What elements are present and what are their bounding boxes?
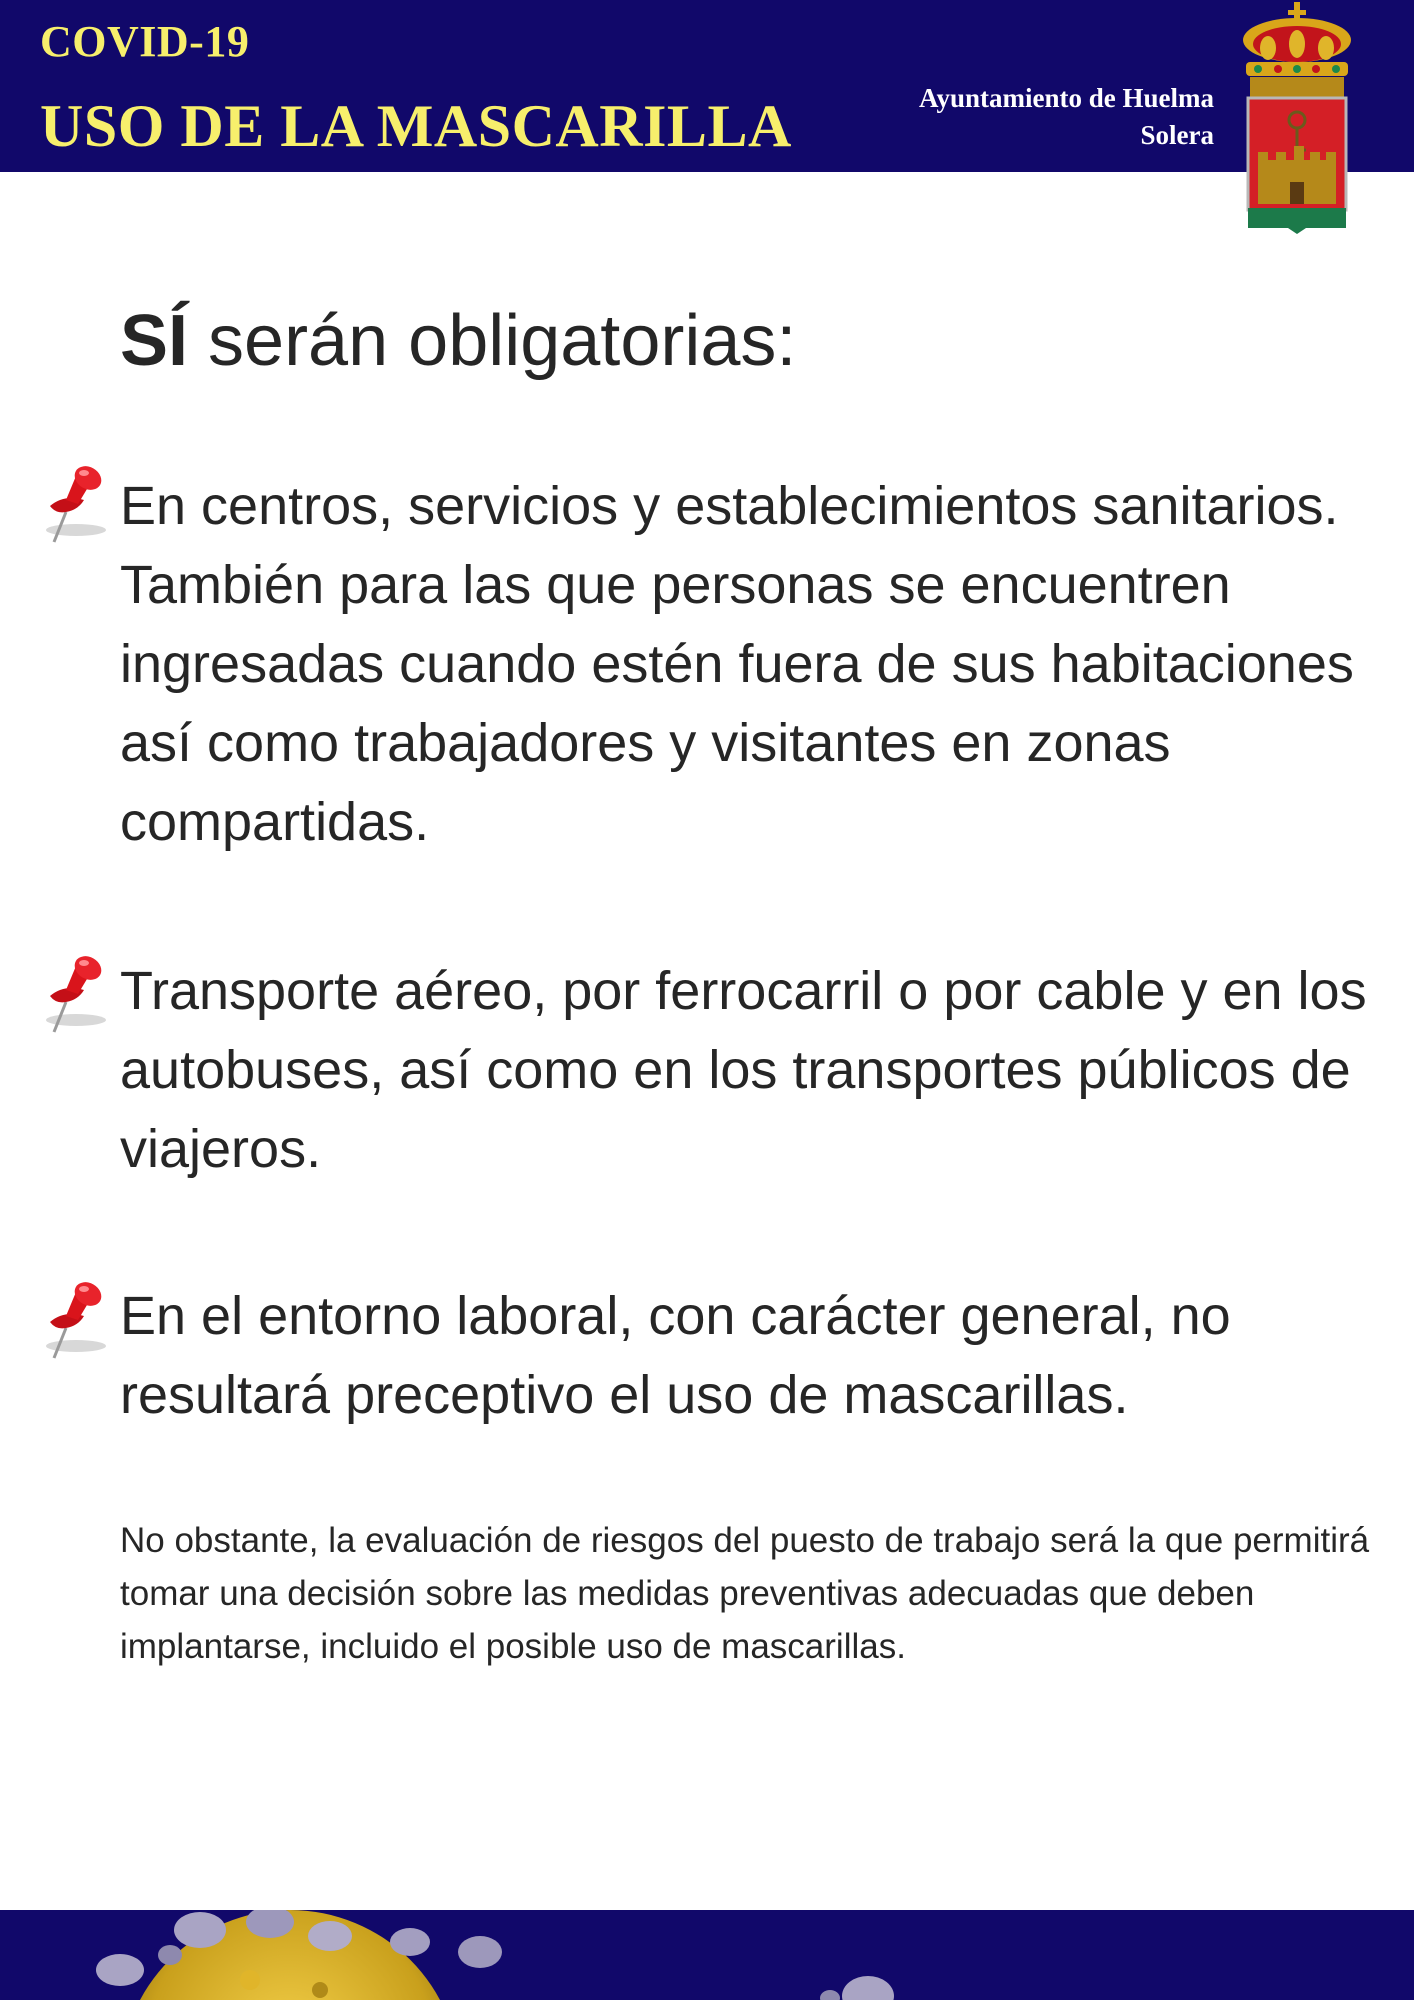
header-banner [0,0,1414,172]
organization-line-1: Ayuntamiento de Huelma [919,83,1214,113]
organization-line-2: Solera [1140,120,1214,150]
coat-of-arms-icon [1236,0,1358,234]
coronavirus-illustration-icon [0,1910,1414,2000]
header-topic: COVID-19 [40,17,250,66]
pushpin-icon [42,1276,110,1366]
organization-name [919,80,1214,154]
heading-emphasis: SÍ [120,301,189,381]
section-heading [120,300,796,382]
note-paragraph: No obstante, la evaluación de riesgos del puesto de trabajo será la que permitirá tomar una decisión sobre las medidas preventivas adecuadas que deben implantarse, incluido el posible uso de mascarillas. [120,1521,1370,1666]
heading-text: serán obligatorias: [188,301,797,381]
list-item: Transporte aéreo, por ferrocarril o por cable y en los autobuses, así como en los transportes públicos de viajeros. [120,961,1367,1179]
footer-banner [0,1910,1414,2000]
page-title: USO DE LA MASCARILLA [40,93,792,159]
list-item: En centros, servicios y establecimientos sanitarios. También para las que personas se encuentren ingresadas cuando estén fuera de sus habitaciones así como trabajadores y visitantes en zonas compartidas. [120,476,1354,852]
pushpin-icon [42,950,110,1040]
pushpin-icon [42,460,110,550]
list-item: En el entorno laboral, con carácter general, no resultará preceptivo el uso de mascarillas. [120,1286,1231,1425]
